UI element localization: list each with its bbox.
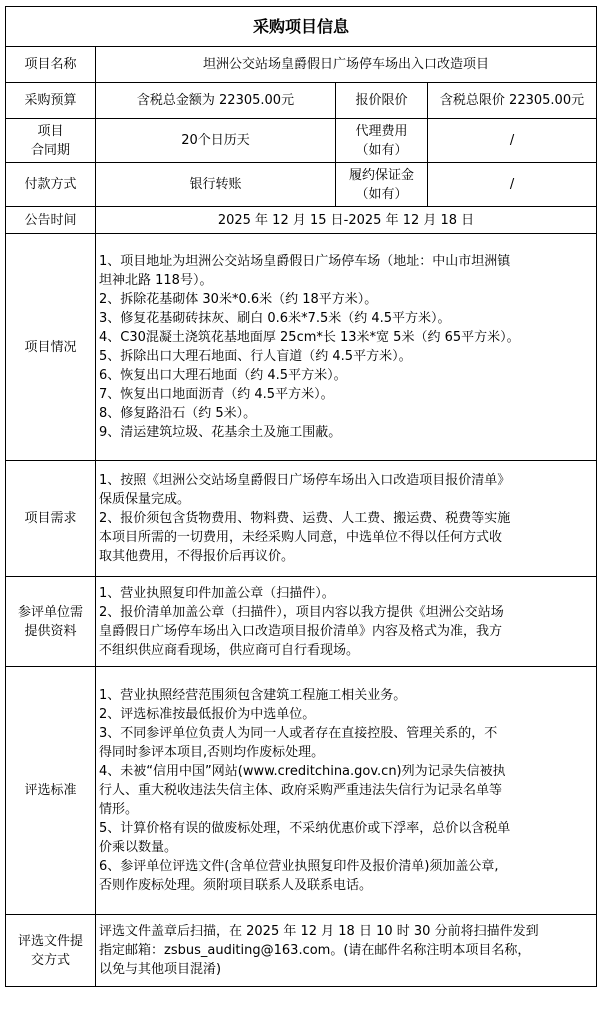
list-item: 情形。 <box>99 802 139 817</box>
contract-period-label <box>6 119 96 163</box>
list-item: 行人、重大税收违法失信主体、政府采购严重违法失信行为记录名单等 <box>99 783 503 798</box>
payment-method-value: 银行转账 <box>96 163 336 207</box>
list-item: 1、按照《坦洲公交站场皇爵假日广场停车场出入口改造项目报价清单》 <box>99 473 511 488</box>
performance-deposit-value: / <box>428 163 597 207</box>
payment-method-label: 付款方式 <box>6 163 96 207</box>
evaluation-criteria-label: 评选标准 <box>6 667 96 915</box>
performance-deposit-label-line2: （如有） <box>355 186 408 202</box>
agency-fee-value: / <box>428 119 597 163</box>
required-materials-label-line1: 参评单位需 <box>17 604 83 620</box>
price-limit-value: 含税总限价 22305.00元 <box>428 83 597 119</box>
evaluation-criteria-content <box>96 667 597 915</box>
list-item: 3、不同参评单位负责人为同一人或者存在直接控股、管理关系的，不 <box>99 726 498 741</box>
list-item: 9、清运建筑垃圾、花基余土及施工围蔽。 <box>99 425 342 440</box>
agency-fee-label-line2: （如有） <box>355 142 408 158</box>
list-item: 取其他费用，不得报价后再议价。 <box>99 549 295 564</box>
performance-deposit-label-line1: 履约保证金 <box>348 167 414 183</box>
list-item: 不组织供应商看现场，供应商可自行看现场。 <box>99 642 360 658</box>
project-requirements-content <box>96 461 597 577</box>
required-materials-label-line2: 提供资料 <box>24 623 77 639</box>
list-item: 1、营业执照经营范围须包含建筑工程施工相关业务。 <box>99 688 407 703</box>
table-title: 采购项目信息 <box>6 7 597 47</box>
list-item: 3、修复花基砌砖抹灰、刷白 0.6米*7.5米（约 4.5平方米）。 <box>99 311 451 326</box>
list-item: 2、评选标准按最低报价为中选单位。 <box>99 707 316 722</box>
list-item: 5、拆除出口大理石地面、行人盲道（约 4.5平方米）。 <box>99 349 412 364</box>
project-name-value: 坦洲公交站场皇爵假日广场停车场出入口改造项目 <box>96 47 597 83</box>
list-item: 5、计算价格有误的做废标处理，不采纳优惠价或下浮率，总价以含税单 <box>99 821 511 836</box>
procurement-info-table <box>5 6 597 987</box>
list-item: 本项目所需的一切费用，未经采购人同意，中选单位不得以任何方式收 <box>99 530 503 545</box>
list-item: 8、修复路沿石（约 5米）。 <box>99 406 257 421</box>
list-item: 评选文件盖章后扫描，在 2025 年 12 月 18 日 10 时 30 分前将扫描件发到 <box>99 924 539 939</box>
list-item: 否则作废标处理。须附项目联系人及联系电话。 <box>99 878 373 893</box>
list-item: 得同时参评本项目,否则均作废标处理。 <box>99 745 325 760</box>
agency-fee-label-line1: 代理费用 <box>355 123 408 139</box>
required-materials-content <box>96 577 597 667</box>
list-item: 7、恢复出口地面沥青（约 4.5平方米）。 <box>99 387 334 402</box>
list-item: 2、拆除花基砌体 30米*0.6米（约 18平方米）。 <box>99 292 378 307</box>
agency-fee-label <box>336 119 428 163</box>
list-item: 1、营业执照复印件加盖公章（扫描件）。 <box>99 585 335 601</box>
contract-period-value: 20个日历天 <box>96 119 336 163</box>
list-item: 6、恢复出口大理石地面（约 4.5平方米）。 <box>99 368 347 383</box>
list-item: 4、未被“信用中国”网站(www.creditchina.gov.cn)列为记录失信被执 <box>99 764 506 779</box>
performance-deposit-label <box>336 163 428 207</box>
list-item: 皇爵假日广场停车场出入口改造项目报价清单》内容及格式为准，我方 <box>99 623 503 639</box>
price-limit-label: 报价限价 <box>336 83 428 119</box>
submission-method-label-line1: 评选文件提 <box>17 933 83 949</box>
list-item: 6、参评单位评选文件(含单位营业执照复印件及报价清单)须加盖公章, <box>99 859 499 874</box>
list-item: 1、项目地址为坦洲公交站场皇爵假日广场停车场（地址：中山市坦洲镇 <box>99 254 511 269</box>
required-materials-label <box>6 577 96 667</box>
list-item: 坦神北路 118号）。 <box>99 273 213 288</box>
submission-method-label-line2: 交方式 <box>30 952 70 968</box>
submission-method-label <box>6 915 96 987</box>
list-item: 价乘以数量。 <box>99 840 178 855</box>
budget-value: 含税总金额为 22305.00元 <box>96 83 336 119</box>
project-name-label: 项目名称 <box>6 47 96 83</box>
budget-label: 采购预算 <box>6 83 96 119</box>
list-item: 4、C30混凝土浇筑花基地面厚 25cm*长 13米*宽 5米（约 65平方米）。 <box>99 330 520 345</box>
submission-method-content <box>96 915 597 987</box>
list-item: 2、报价清单加盖公章（扫描件），项目内容以我方提供《坦洲公交站场 <box>99 604 504 620</box>
project-situation-label: 项目情况 <box>6 234 96 461</box>
list-item: 指定邮箱：zsbus_auditing@163.com。(请在邮件名称注明本项目名称， <box>99 943 531 958</box>
list-item: 2、报价须包含货物费用、物料费、运费、人工费、搬运费、税费等实施 <box>99 511 511 526</box>
contract-period-label-line2: 合同期 <box>30 142 70 158</box>
list-item: 保质保量完成。 <box>99 492 191 507</box>
contract-period-label-line1: 项目 <box>37 123 64 139</box>
project-situation-content <box>96 234 597 461</box>
announcement-time-label: 公告时间 <box>6 207 96 234</box>
project-requirements-label: 项目需求 <box>6 461 96 577</box>
list-item: 以免与其他项目混淆) <box>99 962 222 977</box>
announcement-time-value: 2025 年 12 月 15 日-2025 年 12 月 18 日 <box>96 207 597 234</box>
